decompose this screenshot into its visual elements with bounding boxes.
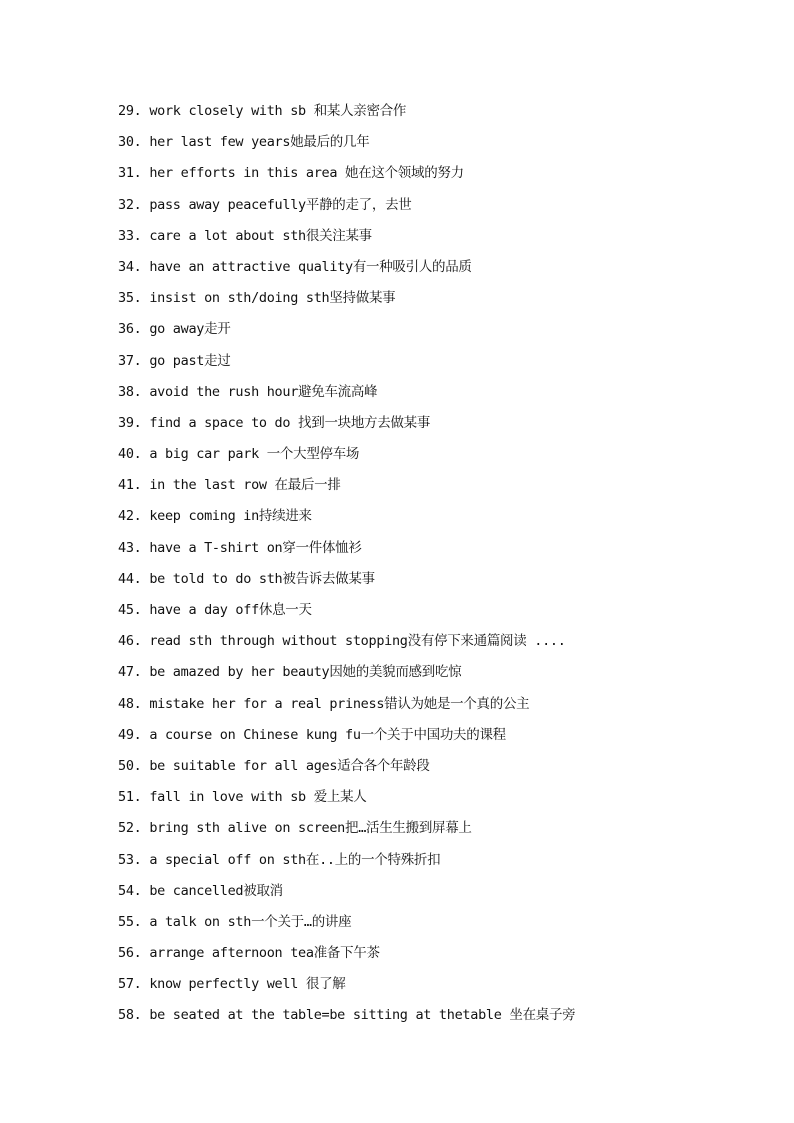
item-text: be cancelled被取消	[149, 882, 283, 899]
item-number: 40.	[118, 446, 142, 463]
list-item	[118, 224, 758, 255]
list-item	[118, 130, 758, 161]
item-text: mistake her for a real priness错认为她是一个真的公主	[149, 695, 530, 712]
item-text: a talk on sth一个关于…的讲座	[149, 913, 352, 930]
list-item	[118, 629, 758, 660]
item-text: her last few years她最后的几年	[149, 134, 370, 151]
item-text: have an attractive quality有一种吸引人的品质	[149, 258, 472, 275]
item-number: 35.	[118, 290, 142, 307]
list-item	[118, 567, 758, 598]
item-text: care a lot about sth很关注某事	[149, 227, 372, 244]
item-number: 39.	[118, 414, 142, 431]
item-number: 46.	[118, 633, 142, 650]
list-item	[118, 255, 758, 286]
item-number: 58.	[118, 1007, 142, 1024]
item-number: 54.	[118, 882, 142, 899]
item-text: go away走开	[149, 321, 231, 338]
item-number: 55.	[118, 913, 142, 930]
list-item	[118, 504, 758, 535]
item-number: 47.	[118, 664, 142, 681]
item-text: pass away peacefully平静的走了，去世	[149, 196, 412, 213]
item-text: insist on sth/doing sth坚持做某事	[149, 290, 396, 307]
item-number: 56.	[118, 945, 142, 962]
item-text: go past走过	[149, 352, 231, 369]
list-item	[118, 785, 758, 816]
list-item	[118, 99, 758, 130]
item-text: a course on Chinese kung fu一个关于中国功夫的课程	[149, 726, 506, 743]
item-text: know perfectly well 很了解	[149, 976, 346, 993]
item-number: 31.	[118, 165, 142, 182]
item-text: fall in love with sb 爱上某人	[149, 789, 367, 806]
item-text: a special off on sth在..上的一个特殊折扣	[149, 851, 441, 868]
list-item	[118, 380, 758, 411]
phrase-list	[118, 99, 758, 1035]
item-text: read sth through without stopping没有停下来通篇阅读 ....	[149, 633, 566, 650]
item-number: 44.	[118, 570, 142, 587]
list-item	[118, 723, 758, 754]
item-text: bring sth alive on screen把…活生生搬到屏幕上	[149, 820, 472, 837]
list-item	[118, 286, 758, 317]
item-number: 29.	[118, 103, 142, 119]
item-number: 52.	[118, 820, 142, 837]
item-text: be amazed by her beauty因她的美貌而感到吃惊	[149, 664, 462, 681]
item-number: 32.	[118, 196, 142, 213]
list-item	[118, 941, 758, 972]
item-text: have a day off休息一天	[149, 602, 312, 618]
item-number: 50.	[118, 757, 142, 774]
list-item	[118, 442, 758, 473]
item-number: 38.	[118, 383, 142, 400]
item-text: her efforts in this area 她在这个领域的努力	[149, 165, 464, 182]
list-item	[118, 193, 758, 224]
list-item	[118, 536, 758, 567]
item-number: 42.	[118, 508, 142, 525]
item-number: 53.	[118, 851, 142, 868]
list-item	[118, 754, 758, 785]
item-number: 45.	[118, 602, 142, 618]
list-item	[118, 317, 758, 348]
item-text: have a T-shirt on穿一件体恤衫	[149, 539, 362, 556]
list-item	[118, 161, 758, 192]
list-item	[118, 473, 758, 504]
list-item	[118, 1003, 758, 1034]
list-item	[118, 660, 758, 691]
item-text: arrange afternoon tea准备下午茶	[149, 945, 380, 962]
list-item	[118, 848, 758, 879]
item-number: 43.	[118, 539, 142, 556]
item-number: 49.	[118, 726, 142, 743]
item-number: 51.	[118, 789, 142, 806]
list-item	[118, 879, 758, 910]
item-number: 34.	[118, 258, 142, 275]
item-text: work closely with sb 和某人亲密合作	[149, 103, 407, 119]
item-number: 57.	[118, 976, 142, 993]
item-number: 33.	[118, 227, 142, 244]
list-item	[118, 598, 758, 629]
item-number: 41.	[118, 477, 142, 494]
item-text: be seated at the table=be sitting at thetable 坐在桌子旁	[149, 1007, 576, 1024]
item-text: be told to do sth被告诉去做某事	[149, 570, 375, 587]
list-item	[118, 349, 758, 380]
item-text: keep coming in持续进来	[149, 508, 312, 525]
item-text: find a space to do 找到一块地方去做某事	[149, 414, 431, 431]
item-text: be suitable for all ages适合各个年龄段	[149, 757, 430, 774]
item-text: avoid the rush hour避免车流高峰	[149, 383, 378, 400]
item-number: 36.	[118, 321, 142, 338]
list-item	[118, 411, 758, 442]
list-item	[118, 816, 758, 847]
item-text: a big car park 一个大型停车场	[149, 446, 360, 463]
item-text: in the last row 在最后一排	[149, 477, 341, 494]
list-item	[118, 910, 758, 941]
list-item	[118, 972, 758, 1003]
item-number: 48.	[118, 695, 142, 712]
item-number: 30.	[118, 134, 142, 151]
list-item	[118, 692, 758, 723]
item-number: 37.	[118, 352, 142, 369]
